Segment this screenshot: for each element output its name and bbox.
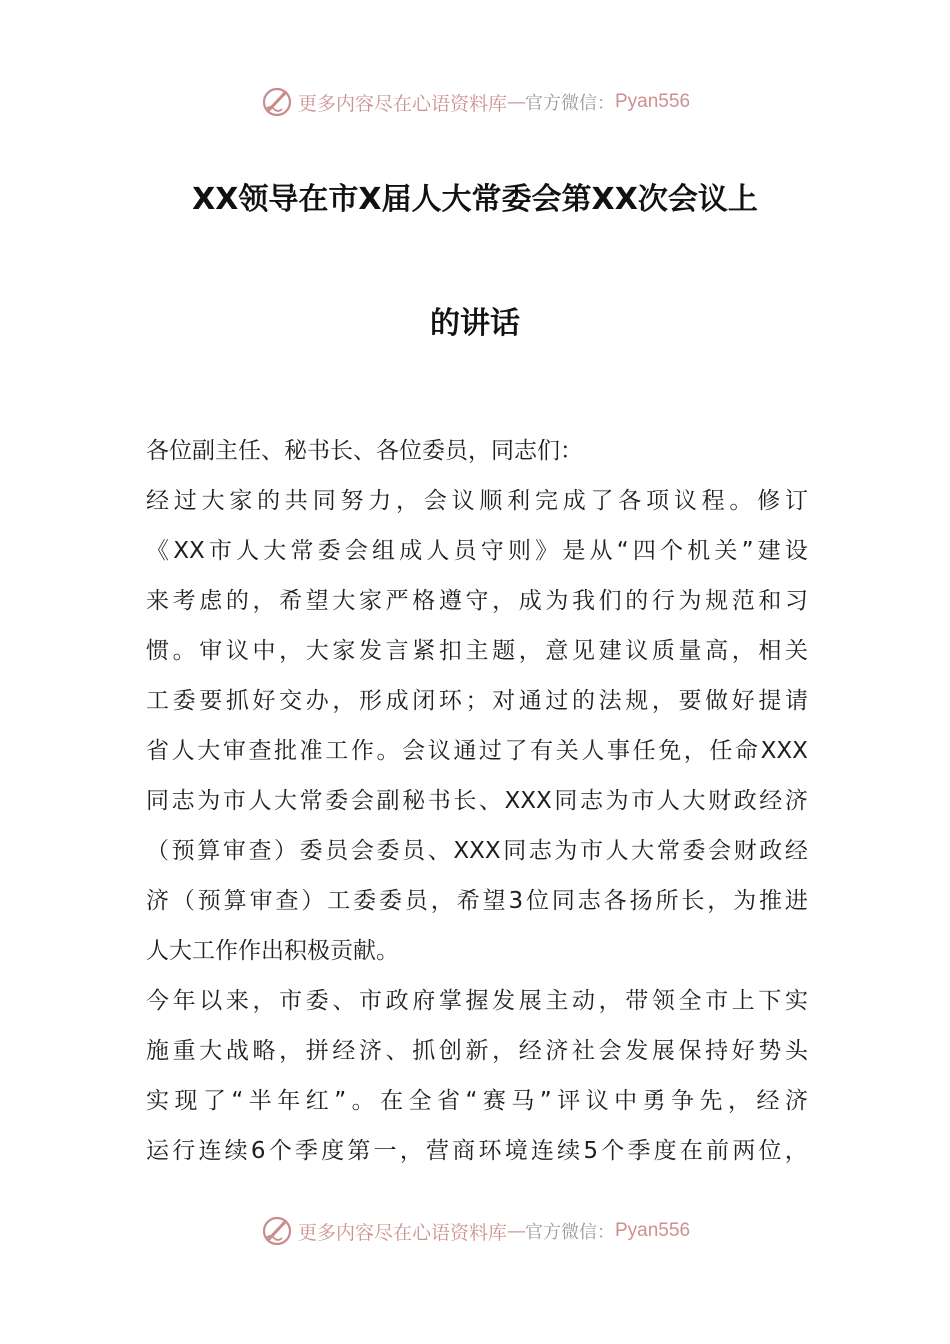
pen-scroll-logo-icon (260, 1214, 294, 1248)
banner-middle: 官方微信： (525, 1222, 615, 1243)
banner-handle: Pyan556 (615, 91, 691, 112)
body-line: 运 行 连 续 6 个 季 度 第 一 ， 营 商 环 境 连 续 5 个 季 度 在 前 两 位 ， (146, 1138, 808, 1164)
body-line: 实 现 了 “ 半 年 红 ” 。 在 全 省 “ 赛 马 ” 评 议 中 勇 争 先 ， 经 济 (146, 1088, 808, 1114)
document-body (146, 426, 808, 1176)
watermark-banner-bottom (0, 1211, 950, 1251)
body-line: 工 委 要 抓 好 交 办 ， 形 成 闭 环 ； 对 通 过 的 法 规 ， 要 做 好 提 请 (146, 688, 808, 714)
body-line: 济 （ 预 算 审 查 ） 工 委 委 员 ， 希 望 3 位 同 志 各 扬 所 长 ， 为 推 进 (146, 888, 808, 914)
body-line: 同 志 为 市 人 大 常 委 会 副 秘 书 长 、 XXX 同 志 为 市 人 大 财 政 经 济 (146, 788, 808, 814)
document-title-line-2: 的讲话 (430, 306, 520, 341)
body-line: 今 年 以 来 ， 市 委 、 市 政 府 掌 握 发 展 主 动 ， 带 领 全 市 上 下 实 (146, 988, 808, 1014)
body-line: 人大工作作出积极贡献。 (146, 938, 399, 964)
banner-middle: 官方微信： (525, 93, 615, 114)
body-line: 省 人 大 审 查 批 准 工 作 。 会 议 通 过 了 有 关 人 事 任 免 ， 任 命 XXX (146, 738, 808, 764)
pen-scroll-logo-icon (260, 85, 294, 119)
body-line: 经 过 大 家 的 共 同 努 力 ， 会 议 顺 利 完 成 了 各 项 议 程 。 修 订 (146, 488, 808, 514)
document-title-line-1: XX领导在市X届人大常委会第XX次会议上 (192, 182, 758, 217)
banner-handle: Pyan556 (615, 1220, 691, 1241)
banner-dash: — (507, 91, 525, 113)
body-line: 施 重 大 战 略 ， 拼 经 济 、 抓 创 新 ， 经 济 社 会 发 展 保 持 好 势 头 (146, 1038, 808, 1064)
body-line: 《 XX 市 人 大 常 委 会 组 成 人 员 守 则 》 是 从 “ 四 个 机 关 ” 建 设 (146, 538, 808, 564)
body-line: 惯 。 审 议 中 ， 大 家 发 言 紧 扣 主 题 ， 意 见 建 议 质 量 高 ， 相 关 (146, 638, 808, 664)
banner-prefix: 更多内容尽在心语资料库 (297, 92, 507, 115)
body-line: 各位副主任、秘书长、各位委员，同志们： (146, 438, 583, 464)
body-line: 来 考 虑 的 ， 希 望 大 家 严 格 遵 守 ， 成 为 我 们 的 行 为 规 范 和 习 (146, 588, 808, 614)
banner-prefix: 更多内容尽在心语资料库 (297, 1221, 507, 1244)
watermark-banner-top (0, 82, 950, 122)
body-line: （ 预 算 审 查 ） 委 员 会 委 员 、 XXX 同 志 为 市 人 大 常 委 会 财 政 经 (146, 838, 808, 864)
banner-dash: — (507, 1220, 525, 1242)
